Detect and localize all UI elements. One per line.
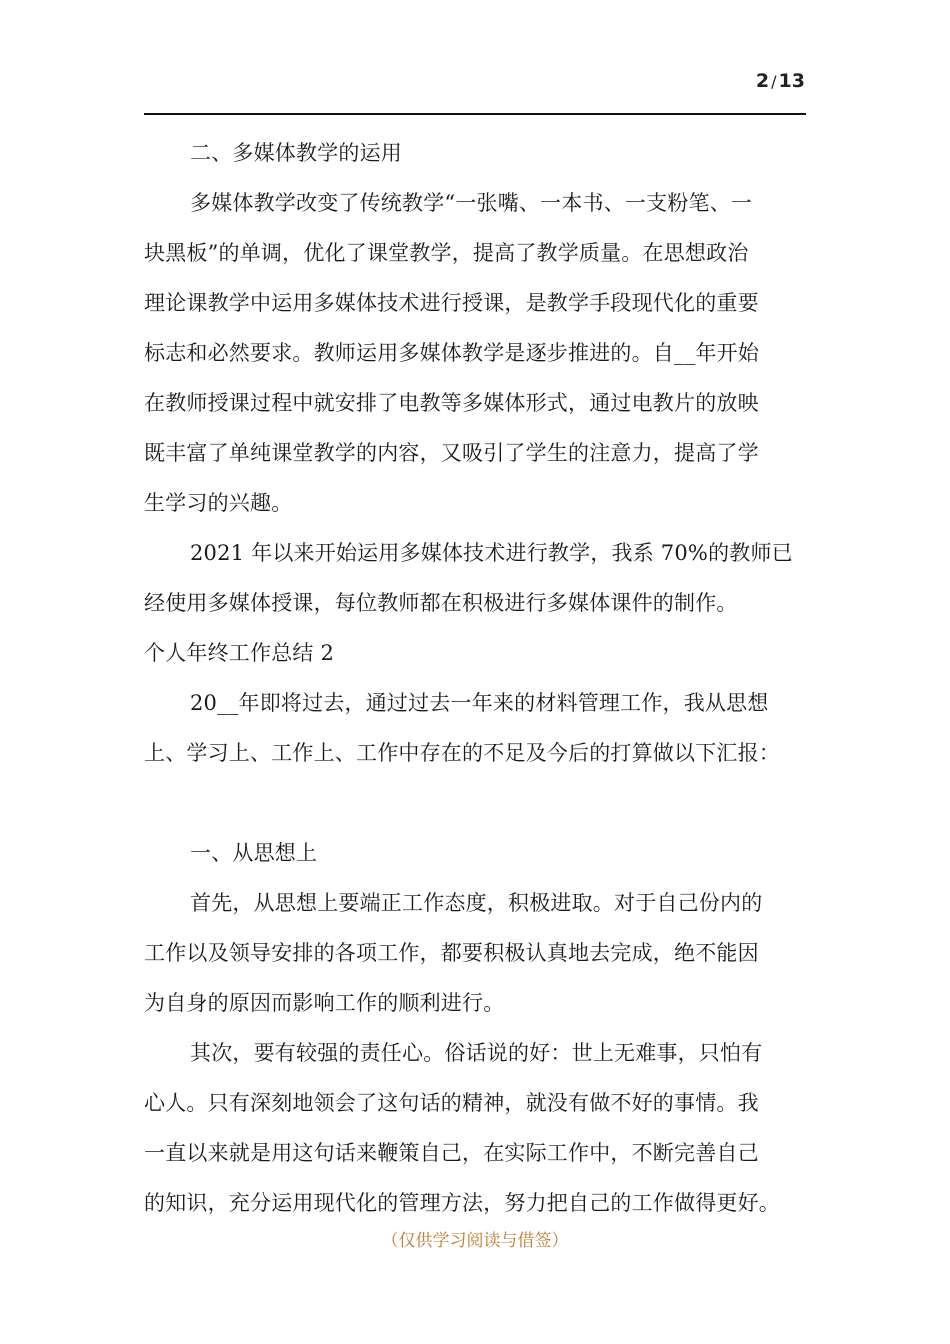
paragraph-line: 既丰富了单纯课堂教学的内容，又吸引了学生的注意力，提高了学	[144, 441, 759, 465]
paragraph-line: 经使用多媒体授课，每位教师都在积极进行多媒体课件的制作。	[144, 591, 738, 615]
article-title: 个人年终工作总结 2	[144, 641, 335, 665]
paragraph-line: 2021 年以来开始运用多媒体技术进行教学，我系 70%的教师已	[190, 541, 793, 565]
section-heading: 二、多媒体教学的运用	[190, 141, 402, 165]
paragraph-line: 理论课教学中运用多媒体技术进行授课，是教学手段现代化的重要	[144, 291, 759, 315]
paragraph-line: 在教师授课过程中就安排了电教等多媒体形式，通过电教片的放映	[144, 391, 759, 415]
paragraph-line: 工作以及领导安排的各项工作，都要积极认真地去完成，绝不能因	[144, 941, 759, 965]
page-number	[756, 70, 805, 92]
paragraph-line: 多媒体教学改变了传统教学“一张嘴、一本书、一支粉笔、一	[190, 191, 753, 215]
section-heading: 一、从思想上	[190, 841, 318, 865]
paragraph-line: 一直以来就是用这句话来鞭策自己，在实际工作中，不断完善自己	[144, 1141, 759, 1165]
paragraph-line: 的知识，充分运用现代化的管理方法，努力把自己的工作做得更好。	[144, 1191, 780, 1215]
page-separator: /	[771, 72, 777, 91]
paragraph-line: 其次，要有较强的责任心。俗话说的好：世上无难事，只怕有	[190, 1041, 763, 1065]
paragraph-line: 生学习的兴趣。	[144, 491, 293, 515]
paragraph-line: 心人。只有深刻地领会了这句话的精神，就没有做不好的事情。我	[144, 1091, 759, 1115]
document-body	[144, 128, 808, 1228]
page-total: 13	[778, 70, 805, 92]
blank-line	[144, 778, 808, 828]
footer-note: （仅供学习阅读与借签）	[381, 1231, 569, 1251]
page-current: 2	[755, 70, 770, 92]
paragraph-line: 首先，从思想上要端正工作态度，积极进取。对于自己份内的	[190, 891, 763, 915]
paragraph-line: 上、学习上、工作上、工作中存在的不足及今后的打算做以下汇报：	[144, 741, 780, 765]
paragraph-line: 为自身的原因而影响工作的顺利进行。	[144, 991, 505, 1015]
header-divider	[144, 113, 806, 115]
paragraph-line: 标志和必然要求。教师运用多媒体教学是逐步推进的。自__年开始	[144, 341, 759, 365]
paragraph-line: 块黑板”的单调，优化了课堂教学，提高了教学质量。在思想政治	[144, 241, 749, 265]
paragraph-line: 20__年即将过去，通过过去一年来的材料管理工作，我从思想	[190, 691, 769, 715]
